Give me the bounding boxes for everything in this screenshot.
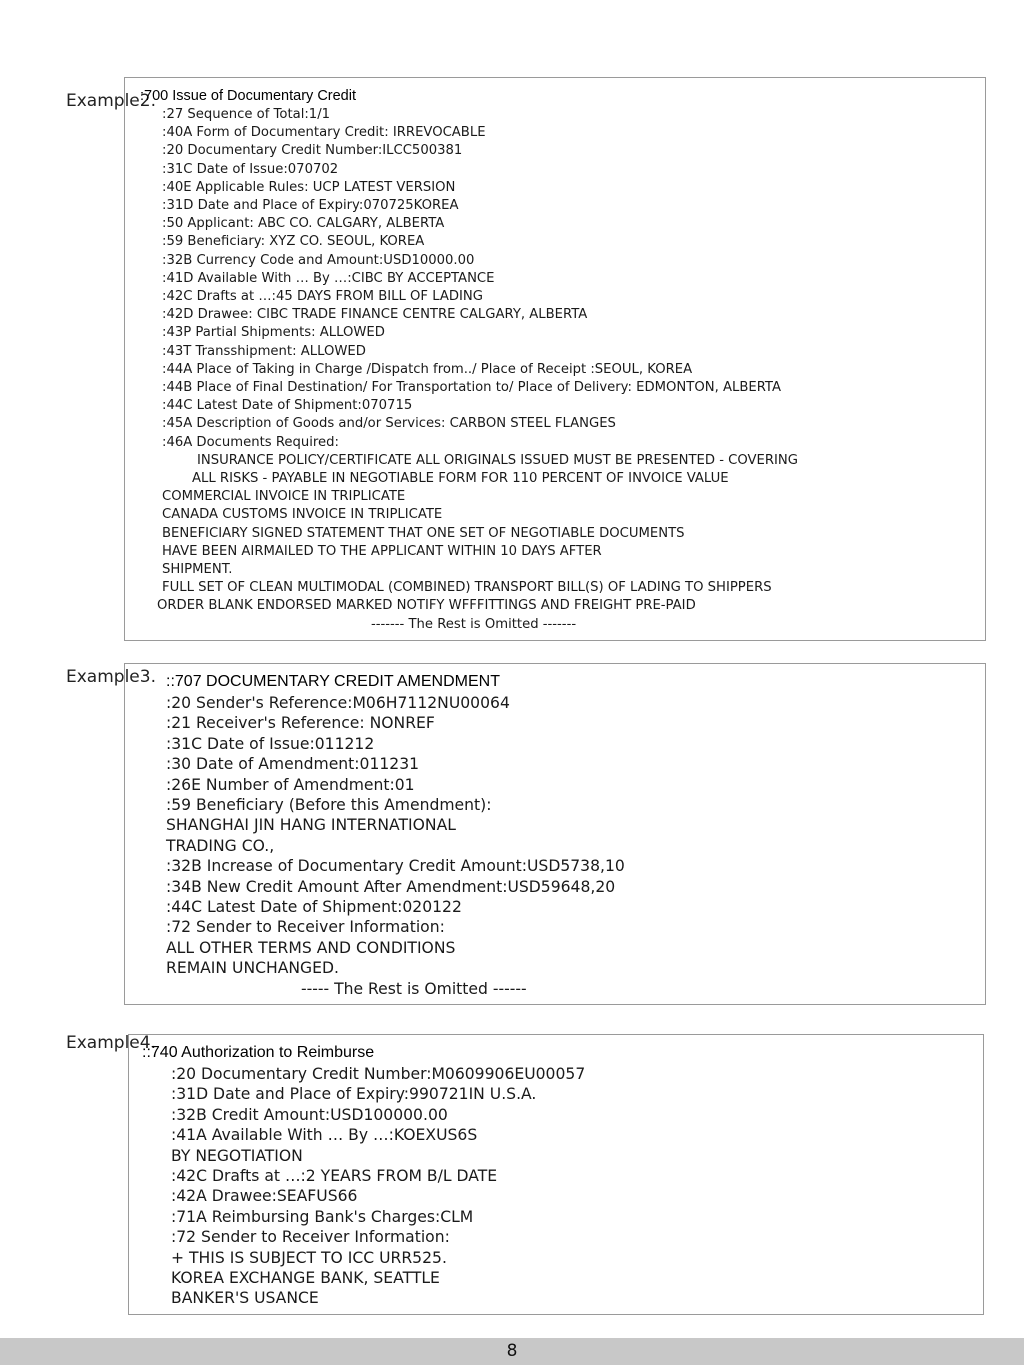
example3-line: :59 Beneficiary (Before this Amendment): <box>166 796 492 814</box>
example4-line: :71A Reimbursing Bank's Charges:CLM <box>171 1207 474 1226</box>
example3-line: :31C Date of Issue:011212 <box>166 734 375 753</box>
example3-line: :30 Date of Amendment:011231 <box>166 755 420 774</box>
example3-line: :44C Latest Date of Shipment:020122 <box>166 898 462 916</box>
example2-line: :42D Drawee: CIBC TRADE FINANCE CENTRE CALGARY, ALBERTA <box>162 307 588 323</box>
example4-line: BANKER'S USANCE <box>171 1289 319 1308</box>
example4-title: ::740 Authorization to Reimburse <box>142 1044 375 1061</box>
example2-line: :20 Documentary Credit Number:ILCC500381 <box>162 143 463 159</box>
example2-line: CANADA CUSTOMS INVOICE IN TRIPLICATE <box>162 507 443 523</box>
example3-line: REMAIN UNCHANGED. <box>166 959 339 978</box>
page-footer <box>0 1338 1024 1365</box>
example4-line: :20 Documentary Credit Number:M0609906EU00057 <box>171 1065 586 1083</box>
example4-line: :31D Date and Place of Expiry:990721IN U.S.A. <box>171 1085 537 1104</box>
example3-line: ALL OTHER TERMS AND CONDITIONS <box>166 938 456 957</box>
example2-line: :32B Currency Code and Amount:USD10000.00 <box>162 252 475 268</box>
example2-line: :45A Description of Goods and/or Services: CARBON STEEL FLANGES <box>162 416 616 432</box>
example2-line: BENEFICIARY SIGNED STATEMENT THAT ONE SET OF NEGOTIABLE DOCUMENTS <box>162 525 685 541</box>
example2-line: :27 Sequence of Total:1/1 <box>162 107 331 122</box>
example3-line: :21 Receiver's Reference: NONREF <box>166 714 435 733</box>
example2-line: COMMERCIAL INVOICE IN TRIPLICATE <box>162 489 406 505</box>
example3-line: SHANGHAI JIN HANG INTERNATIONAL <box>166 816 456 835</box>
example2-line: FULL SET OF CLEAN MULTIMODAL (COMBINED) TRANSPORT BILL(S) OF LADING TO SHIPPERS <box>162 580 772 596</box>
example2-line: :46A Documents Required: <box>162 434 339 450</box>
example3-line: :26E Number of Amendment:01 <box>166 775 415 794</box>
example2-line: :50 Applicant: ABC CO. CALGARY, ALBERTA <box>162 216 445 232</box>
example2-line: :31D Date and Place of Expiry:070725KOREA <box>162 198 459 213</box>
example2-line: :43T Transshipment: ALLOWED <box>162 343 366 359</box>
example4-line: KOREA EXCHANGE BANK, SEATTLE <box>171 1269 440 1287</box>
example2-line: :43P Partial Shipments: ALLOWED <box>162 325 385 341</box>
example2-line: :31C Date of Issue:070702 <box>162 161 339 177</box>
example4-line: BY NEGOTIATION <box>171 1146 303 1165</box>
example3-label: Example3. <box>66 667 156 687</box>
example2-line: :40E Applicable Rules: UCP LATEST VERSION <box>162 179 456 195</box>
example2-line: :40A Form of Documentary Credit: IRREVOCABLE <box>162 125 486 141</box>
example4-line: :42A Drawee:SEAFUS66 <box>171 1187 358 1206</box>
example2-line: INSURANCE POLICY/CERTIFICATE ALL ORIGINALS ISSUED MUST BE PRESENTED - COVERING <box>197 452 798 468</box>
example2-label: Example2. <box>66 91 156 111</box>
example3-line: :32B Increase of Documentary Credit Amount:USD5738,10 <box>166 857 625 876</box>
example4-label: Example4. <box>66 1033 156 1053</box>
example2-line: HAVE BEEN AIRMAILED TO THE APPLICANT WITHIN 10 DAYS AFTER <box>162 543 602 559</box>
example2-line: SHIPMENT. <box>162 562 233 577</box>
example3-line: :34B New Credit Amount After Amendment:USD59648,20 <box>166 877 616 896</box>
example4-line: :72 Sender to Receiver Information: <box>171 1228 450 1247</box>
example2-line: :44C Latest Date of Shipment:070715 <box>162 398 413 414</box>
example3-line: :20 Sender's Reference:M06H7112NU00064 <box>166 694 510 712</box>
example3-title: ::707 DOCUMENTARY CREDIT AMENDMENT <box>166 673 500 690</box>
example3-line: TRADING CO., <box>166 836 275 855</box>
example2-line: :59 Beneficiary: XYZ CO. SEOUL, KOREA <box>162 234 425 250</box>
example2-line: :44A Place of Taking in Charge /Dispatch from../ Place of Receipt :SEOUL, KOREA <box>162 361 693 377</box>
example2-title: :700 Issue of Documentary Credit <box>140 88 356 104</box>
example2-line: ALL RISKS - PAYABLE IN NEGOTIABLE FORM FOR 110 PERCENT OF INVOICE VALUE <box>192 471 729 486</box>
example2-line: ------- The Rest is Omitted ------- <box>371 616 577 632</box>
example2-line: :41D Available With … By …:CIBC BY ACCEPTANCE <box>162 270 495 286</box>
example2-line: :44B Place of Final Destination/ For Transportation to/ Place of Delivery: EDMONTON, ALBERTA <box>162 380 781 395</box>
example4-line: :42C Drafts at …:2 YEARS FROM B/L DATE <box>171 1167 498 1185</box>
example3-line: :72 Sender to Receiver Information: <box>166 918 445 937</box>
page-number: 8 <box>506 1341 518 1361</box>
example2-line: :42C Drafts at …:45 DAYS FROM BILL OF LADING <box>162 289 483 304</box>
example4-line: :41A Available With … By …:KOEXUS6S <box>171 1126 478 1145</box>
example3-line: ----- The Rest is Omitted ------ <box>301 979 527 998</box>
example4-line: :32B Credit Amount:USD100000.00 <box>171 1105 448 1124</box>
example2-line: ORDER BLANK ENDORSED MARKED NOTIFY WFFFITTINGS AND FREIGHT PRE-PAID <box>157 598 696 614</box>
example4-line: + THIS IS SUBJECT TO ICC URR525. <box>171 1248 447 1267</box>
